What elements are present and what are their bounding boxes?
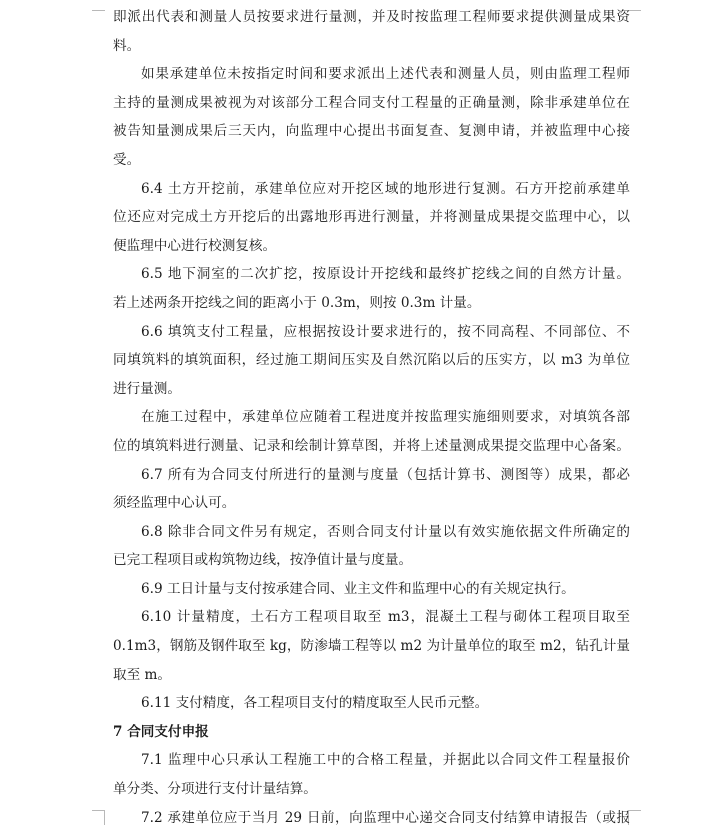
text-line: 6.4 土方开挖前，承建单位应对开挖区域的地形进行复测。石方开挖前承建单	[141, 180, 630, 197]
crop-mark-bottom-left	[92, 810, 105, 825]
text-line: 位的填筑料进行测量、记录和绘制计算草图，并将上述量测成果提交监理中心备案。	[113, 437, 630, 454]
text-line: 同填筑料的填筑面积，经过施工期间压实及自然沉陷以后的压实方，以 m3 为单位	[113, 352, 630, 369]
text-line: 进行量测。	[113, 380, 181, 397]
text-line: 6.5 地下洞室的二次扩挖，按原设计开挖线和最终扩挖线之间的自然方计量。	[141, 266, 630, 283]
text-line: 受。	[113, 151, 141, 168]
text-line: 6.9 工日计量与支付按承建合同、业主文件和监理中心的有关规定执行。	[141, 580, 575, 597]
text-line: 即派出代表和测量人员按要求进行量测，并及时按监理工程师要求提供测量成果资	[113, 9, 630, 25]
text-line: 取至 m。	[113, 666, 171, 683]
text-line: 如果承建单位未按指定时间和要求派出上述代表和测量人员，则由监理工程师	[141, 66, 630, 83]
text-line: 被告知量测成果后三天内，向监理中心提出书面复查、复测申请，并被监理中心接	[113, 123, 630, 140]
text-line: 7.2 承建单位应于当月 29 日前，向监理中心递交合同支付结算申请报告（或报	[141, 809, 630, 826]
text-line: 6.10 计量精度，土石方工程项目取至 m3，混凝土工程与砌体工程项目取至	[141, 609, 630, 626]
text-line: 6.11 支付精度，各工程项目支付的精度取至人民币元整。	[141, 695, 489, 712]
text-line: 6.8 除非合同文件另有规定，否则合同支付计量以有效实施依据文件所确定的	[141, 523, 630, 540]
text-line: 若上述两条开挖线之间的距离小于 0.3m，则按 0.3m 计量。	[113, 294, 481, 311]
text-line: 料。	[113, 37, 141, 54]
text-line: 便监理中心进行校测复核。	[113, 237, 277, 254]
text-line: 6.6 填筑支付工程量，应根据按设计要求进行的，按不同高程、不同部位、不	[141, 323, 630, 340]
text-line: 须经监理中心认可。	[113, 495, 236, 512]
text-line: 位还应对完成土方开挖后的出露地形再进行测量，并将测量成果提交监理中心，以	[113, 209, 630, 226]
text-line: 6.7 所有为合同支付所进行的量测与度量（包括计算书、测图等）成果，都必	[141, 466, 630, 483]
crop-mark-top-left	[92, 10, 105, 11]
document-body	[113, 3, 630, 827]
text-line: 已完工程项目或构筑物边线，按净值计量与度量。	[113, 552, 413, 569]
text-line: 在施工过程中，承建单位应随着工程进度并按监理实施细则要求，对填筑各部	[141, 409, 630, 426]
text-line: 7.1 监理中心只承认工程施工中的合格工程量，并据此以合同文件工程量报价	[141, 752, 630, 769]
section-heading: 7 合同支付申报	[113, 723, 209, 740]
text-line: 0.1m3，钢筋及钢件取至 kg，防渗墙工程等以 m2 为计量单位的取至 m2，钻孔计量	[113, 638, 630, 655]
text-line: 单分类、分项进行支付计量结算。	[113, 781, 317, 798]
text-line: 主持的量测成果被视为对该部分工程合同支付工程量的正确量测，除非承建单位在	[113, 94, 630, 111]
